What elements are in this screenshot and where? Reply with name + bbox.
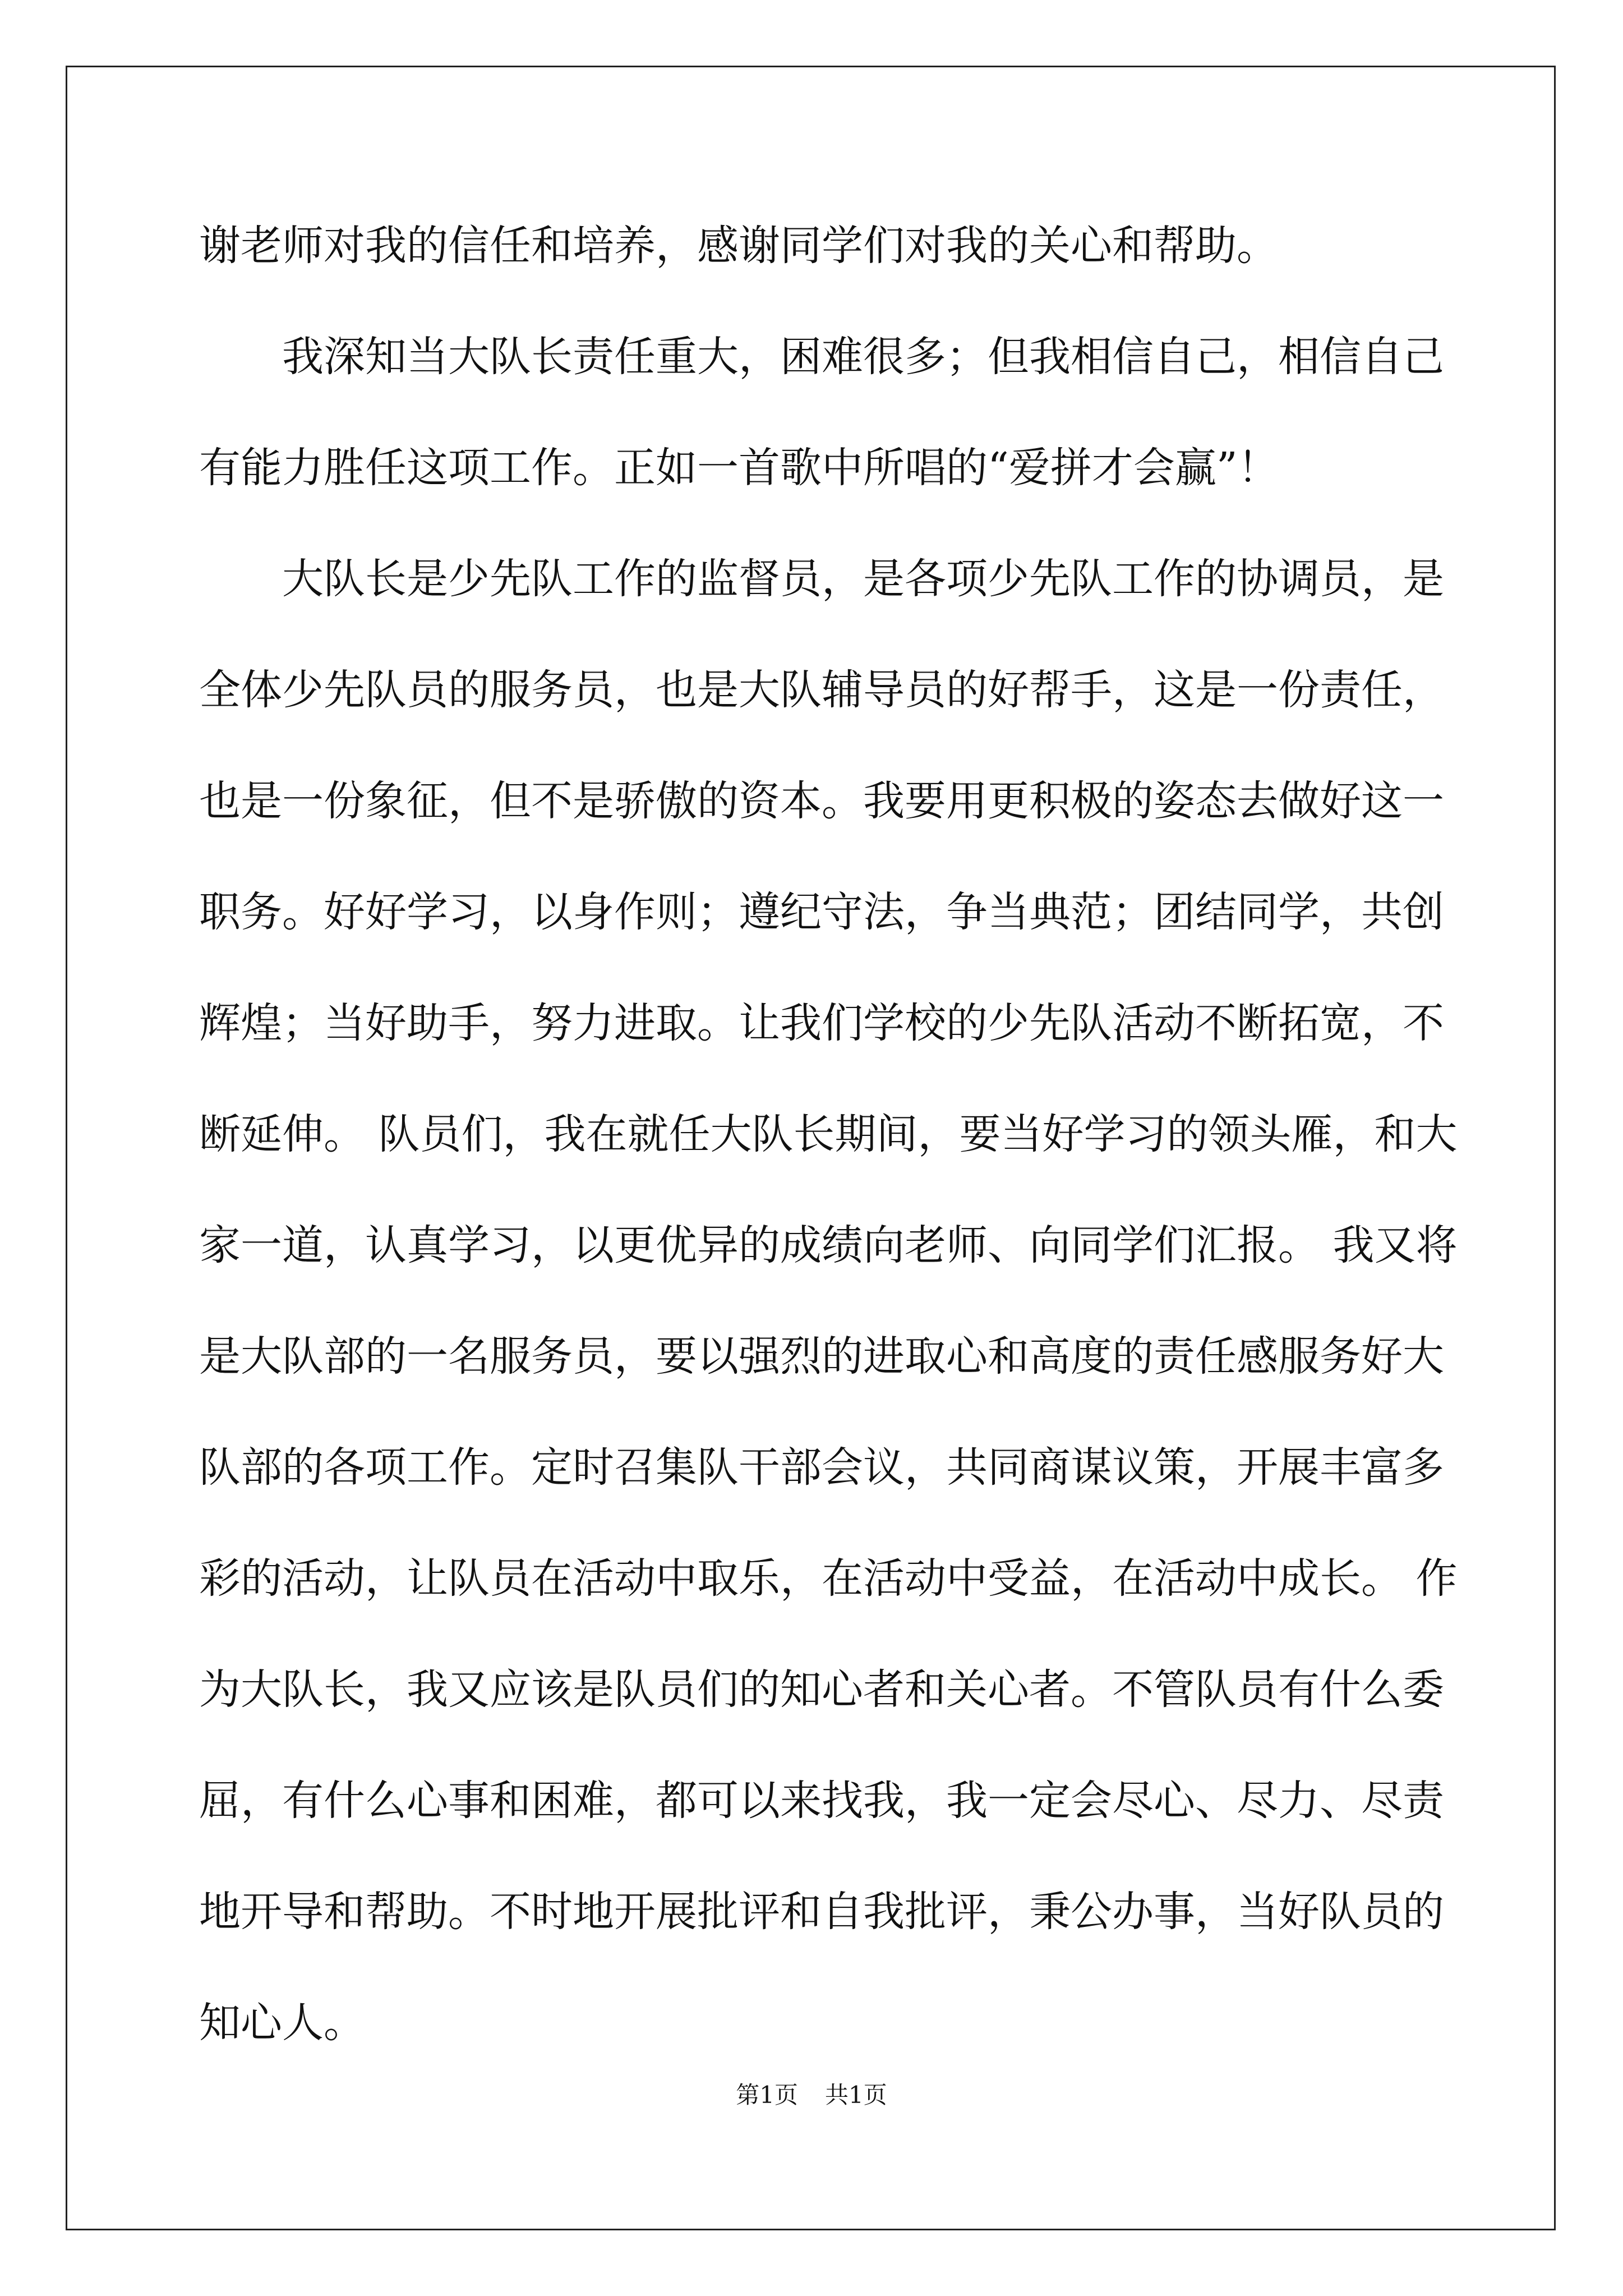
page-footer — [0, 2078, 1623, 2112]
text-line: 断延伸。 队员们，我在就任大队长期间，要当好学习的领头雁，和大 — [199, 1110, 1458, 1158]
text-line: 家一道，认真学习，以更优异的成绩向老师、向同学们汇报。 我又将 — [199, 1221, 1458, 1269]
page-number-current: 第1页 — [736, 2081, 798, 2109]
text-line: 屈，有什么心事和困难，都可以来找我，我一定会尽心、尽力、尽责 — [199, 1777, 1444, 1825]
text-line: 队部的各项工作。定时召集队干部会议，共同商谋议策，开展丰富多 — [199, 1443, 1444, 1492]
text-line: 是大队部的一名服务员，要以强烈的进取心和高度的责任感服务好大 — [199, 1332, 1444, 1381]
text-line: 全体少先队员的服务员，也是大队辅导员的好帮手，这是一份责任， — [199, 666, 1444, 714]
document-body — [199, 206, 1458, 2095]
text-line: 谢老师对我的信任和培养，感谢同学们对我的关心和帮助。 — [199, 222, 1278, 270]
text-line: 彩的活动，让队员在活动中取乐，在活动中受益，在活动中成长。 作 — [199, 1554, 1458, 1603]
text-line: 也是一份象征，但不是骄傲的资本。我要用更积极的姿态去做好这一 — [199, 777, 1444, 825]
text-line: 为大队长，我又应该是队员们的知心者和关心者。不管队员有什么委 — [199, 1665, 1444, 1714]
text-line: 有能力胜任这项工作。正如一首歌中所唱的“爱拼才会赢”！ — [199, 444, 1279, 492]
text-line: 地开导和帮助。不时地开展批评和自我批评，秉公办事，当好队员的 — [199, 1888, 1444, 1936]
page-number-total: 共1页 — [825, 2081, 887, 2109]
text-line: 职务。好好学习，以身作则；遵纪守法，争当典范；团结同学，共创 — [199, 888, 1444, 936]
text-line: 我深知当大队长责任重大，困难很多；但我相信自己，相信自己 — [282, 333, 1444, 381]
text-line: 辉煌；当好助手，努力进取。让我们学校的少先队活动不断拓宽，不 — [199, 999, 1444, 1047]
text-line: 大队长是少先队工作的监督员，是各项少先队工作的协调员，是 — [282, 555, 1444, 603]
text-line: 知心人。 — [199, 1999, 365, 2047]
